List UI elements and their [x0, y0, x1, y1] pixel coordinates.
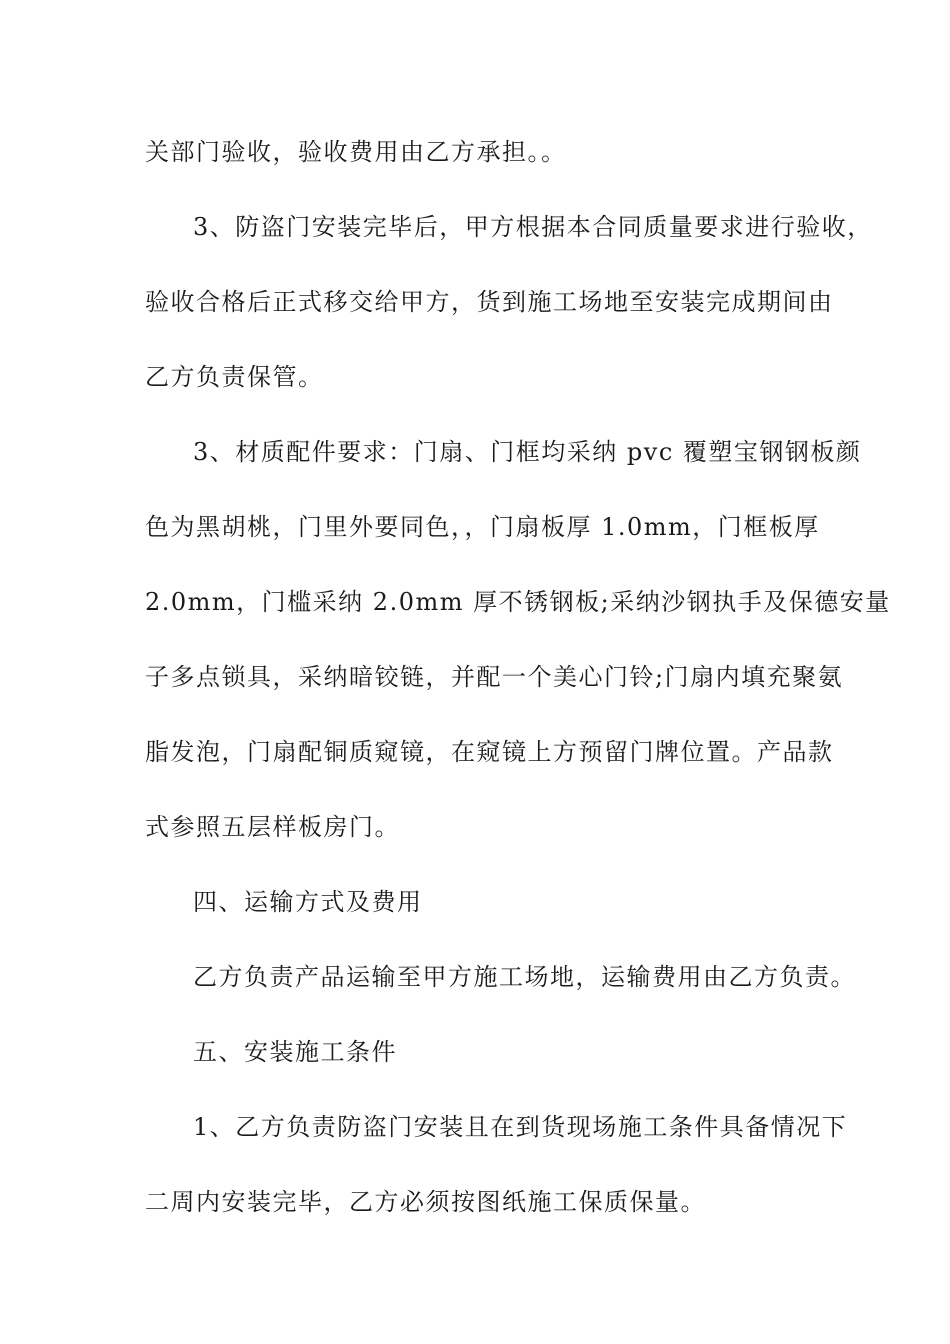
text-line-8: 子多点锁具，采纳暗铰链，并配一个美心门铃;门扇内填充聚氨: [145, 663, 844, 691]
text-line-9: 脂发泡，门扇配铜质窥镜，在窥镜上方预留门牌位置。产品款: [145, 738, 834, 766]
text-line-3: 验收合格后正式移交给甲方，货到施工场地至安装完成期间由: [145, 288, 834, 316]
text-line-6: 色为黑胡桃，门里外要同色，，门扇板厚 1.0mm，门框板厚: [145, 513, 820, 541]
text-line-1: 关部门验收，验收费用由乙方承担。。: [145, 138, 567, 166]
text-line-12: 乙方负责产品运输至甲方施工场地，运输费用由乙方负责。: [193, 963, 856, 991]
section-heading-transport: 四、运输方式及费用: [193, 888, 423, 916]
text-line-2: 3、防盗门安装完毕后，甲方根据本合同质量要求进行验收，: [193, 213, 873, 241]
text-line-14: 1、乙方负责防盗门安装且在到货现场施工条件具备情况下: [193, 1113, 848, 1141]
text-line-15: 二周内安装完毕，乙方必须按图纸施工保质保量。: [145, 1188, 706, 1216]
text-line-7: 2.0mm，门槛采纳 2.0mm 厚不锈钢板;采纳沙钢执手及保德安量: [145, 588, 891, 616]
text-line-10: 式参照五层样板房门。: [145, 813, 400, 841]
text-line-4: 乙方负责保管。: [145, 363, 324, 391]
text-line-5: 3、材质配件要求：门扇、门框均采纳 pvc 覆塑宝钢钢板颜: [193, 438, 862, 466]
section-heading-installation: 五、安装施工条件: [193, 1038, 397, 1066]
